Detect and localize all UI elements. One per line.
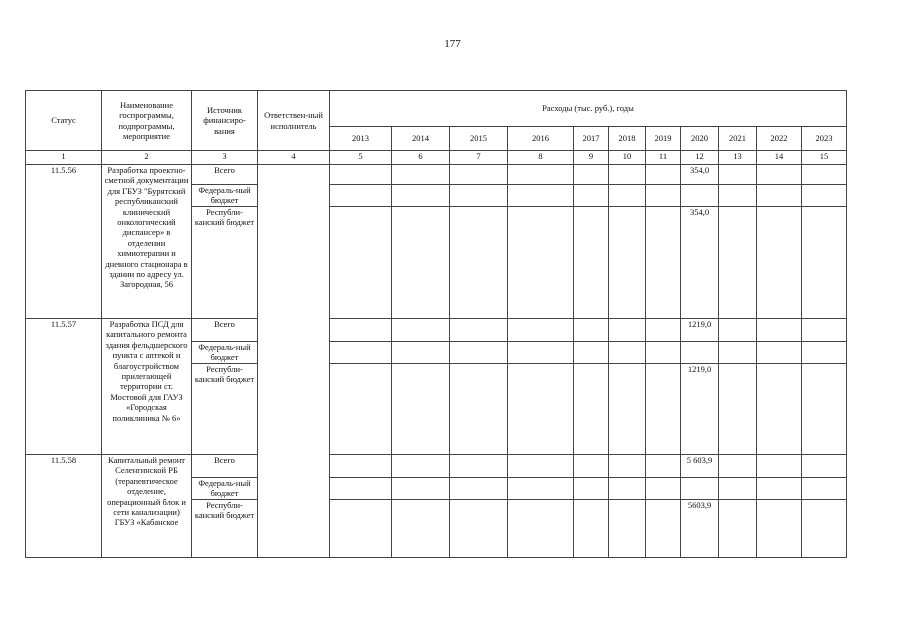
header-status: Статус	[26, 91, 102, 151]
column-number: 7	[450, 151, 508, 165]
row-name: Разработка ПСД для капитального ремонта здания фельдшерского пункта с аптекой и благоустройством прилегающей территории ст. Мостовой для ГАУЗ «Городская поликлиника № 6»	[102, 319, 192, 455]
column-number: 14	[757, 151, 802, 165]
row-code: 11.5.58	[26, 455, 102, 558]
header-name: Наименование госпрограммы, подпрограммы, мероприятие	[102, 91, 192, 151]
amount-2020: 5 603,9	[681, 455, 719, 478]
column-number: 1	[26, 151, 102, 165]
source-total: Всего	[192, 165, 258, 185]
source-republic: Республи-канский бюджет	[192, 207, 258, 319]
year-header: 2015	[450, 127, 508, 151]
row-name: Капитальный ремонт Селенгинской РБ (терапевтическое отделение, операционный блок и сети канализации) ГБУЗ «Кабанское	[102, 455, 192, 558]
header-source: Источник финансиро-вания	[192, 91, 258, 151]
amount-2020: 1219,0	[681, 364, 719, 455]
year-header: 2022	[757, 127, 802, 151]
column-number: 8	[508, 151, 574, 165]
year-header: 2020	[681, 127, 719, 151]
year-header: 2016	[508, 127, 574, 151]
amount-2020: 354,0	[681, 207, 719, 319]
row-name: Разработка проектно-сметной документации для ГБУЗ "Бурятский республиканский клинический онкологический диспансер» в отделении химиотерапии и дневного стационара в здании по адресу ул. Загородная, 56	[102, 165, 192, 319]
column-number: 2	[102, 151, 192, 165]
row-code: 11.5.56	[26, 165, 102, 319]
source-republic: Республи-канский бюджет	[192, 500, 258, 558]
year-header: 2013	[330, 127, 392, 151]
year-header: 2021	[719, 127, 757, 151]
column-number: 9	[574, 151, 609, 165]
column-number: 11	[646, 151, 681, 165]
column-number: 4	[258, 151, 330, 165]
source-total: Всего	[192, 455, 258, 478]
column-number: 5	[330, 151, 392, 165]
page-number: 177	[444, 38, 461, 50]
year-header: 2018	[609, 127, 646, 151]
table-row	[26, 319, 847, 342]
column-number: 13	[719, 151, 757, 165]
column-number: 3	[192, 151, 258, 165]
table-row	[26, 165, 847, 185]
source-total: Всего	[192, 319, 258, 342]
table-row	[26, 455, 847, 478]
row-code: 11.5.57	[26, 319, 102, 455]
source-republic: Республи-канский бюджет	[192, 364, 258, 455]
year-header: 2023	[802, 127, 847, 151]
column-number: 15	[802, 151, 847, 165]
header-responsible: Ответствен-ный исполнитель	[258, 91, 330, 151]
year-header: 2019	[646, 127, 681, 151]
source-federal: Федераль-ный бюджет	[192, 185, 258, 207]
header-expenses: Расходы (тыс. руб.), годы	[330, 91, 847, 127]
column-number: 10	[609, 151, 646, 165]
budget-table	[25, 90, 847, 558]
amount-2020: 1219,0	[681, 319, 719, 342]
amount-2020: 354,0	[681, 165, 719, 185]
source-federal: Федераль-ный бюджет	[192, 478, 258, 500]
column-number: 12	[681, 151, 719, 165]
amount-2020: 5603,9	[681, 500, 719, 558]
source-federal: Федераль-ный бюджет	[192, 342, 258, 364]
year-header: 2014	[392, 127, 450, 151]
responsible-cell	[258, 165, 330, 558]
column-number: 6	[392, 151, 450, 165]
year-header: 2017	[574, 127, 609, 151]
